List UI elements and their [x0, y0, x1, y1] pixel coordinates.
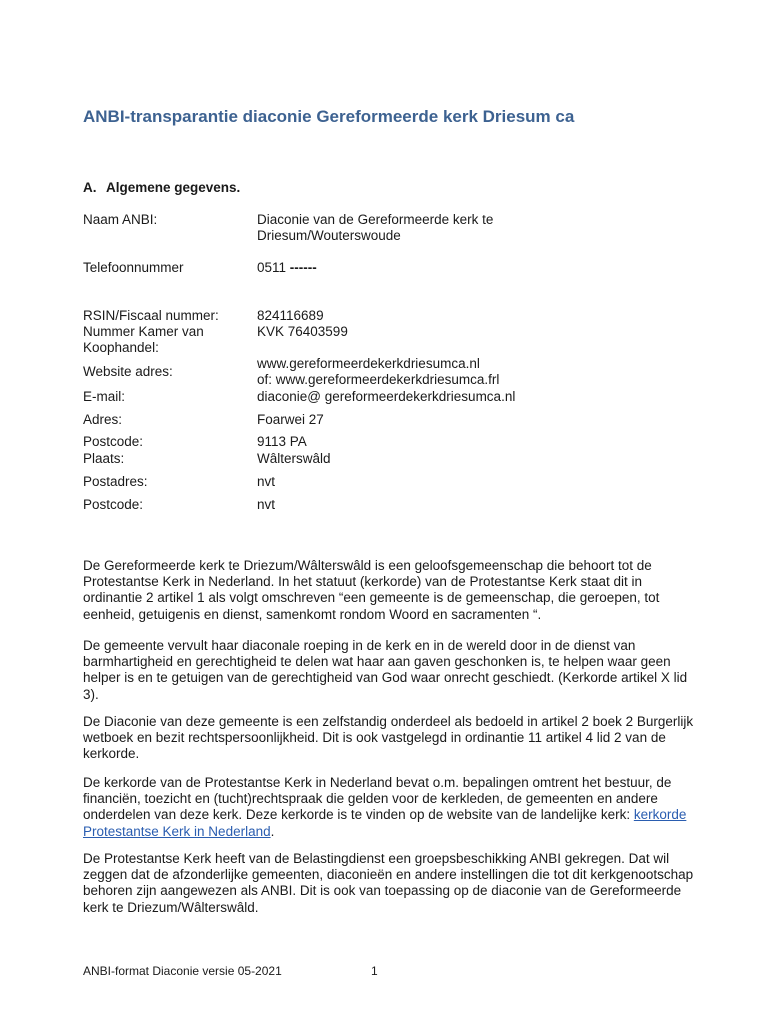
- postcode-value: 9113 PA: [257, 434, 307, 449]
- website-label: Website adres:: [83, 364, 173, 379]
- website-value-line1: www.gereformeerdekerkdriesumca.nl: [257, 356, 480, 371]
- kvk-label-line2: Koophandel:: [83, 340, 159, 355]
- footer-page-number: 1: [371, 964, 378, 978]
- plaats-value: Wâlterswâld: [257, 451, 331, 466]
- paragraph-4-text: De kerkorde van de Protestantse Kerk in Nederland bevat o.m. bepalingen omtrent het bestuur, de financiën, toezicht en (tucht)rechtspraak die gelden voor de kerkleden, de gemeenten en andere onderdelen van deze kerk. Deze kerkorde is te vinden op de website van de landelijke kerk:: [83, 775, 672, 823]
- postadres-value: nvt: [257, 474, 276, 489]
- paragraph-4-end: .: [270, 823, 275, 839]
- rsin-value: 824116689: [257, 308, 324, 323]
- section-heading-algemene-gegevens: [83, 180, 240, 195]
- telefoon-value: [257, 260, 677, 276]
- postcode2-label: Postcode:: [83, 497, 144, 512]
- page-title: ANBI-transparantie diaconie Gereformeerde kerk Driesum ca: [83, 107, 575, 126]
- section-number: A.: [83, 180, 97, 195]
- section-title: Algemene gegevens.: [106, 180, 241, 195]
- postcode2-value: nvt: [257, 497, 276, 512]
- rsin-label: RSIN/Fiscaal nummer:: [83, 308, 219, 323]
- paragraph-5: De Protestantse Kerk heeft van de Belastingdienst een groepsbeschikking ANBI gekregen. Dat wil zeggen dat de afzonderlijke gemeenten, diaconieën en andere instellingen die tot dit kerkgenootschap behoren zijn aangewezen als ANBI. Dit is ook van toepassing op de diaconie van de Gereformeerde kerk te Driezum/Wâlterswâld.: [83, 851, 694, 915]
- kvk-label: [83, 324, 253, 356]
- email-label: E-mail:: [83, 389, 126, 404]
- paragraph-2: De gemeente vervult haar diaconale roeping in de kerk en in de wereld door in de dienst van barmhartigheid en gerechtigheid te delen wat haar aan gaven geschonken is, te helpen waar geen helper is en te getuigen van de gerechtigheid van God waar onrecht geschiedt. (Kerkorde artikel X lid 3).: [83, 638, 688, 702]
- postcode-label: Postcode:: [83, 434, 144, 449]
- telefoon-label: Telefoonnummer: [83, 260, 184, 275]
- naam-value-line2: Driesum/Wouterswoude: [257, 228, 401, 243]
- footer-text: ANBI-format Diaconie versie 05-2021: [83, 964, 282, 978]
- paragraph-3: De Diaconie van deze gemeente is een zelfstandig onderdeel als bedoeld in artikel 2 boek 2 Burgerlijk wetboek en bezit rechtspersoonlijkheid. Dit is ook vastgelegd in ordinantie 11 artikel 4 lid 2 van de kerkorde.: [83, 714, 694, 762]
- kerkorde-link[interactable]: kerkorde Protestantse Kerk in Nederland: [83, 807, 687, 839]
- website-value: [257, 356, 677, 388]
- paragraph-1: De Gereformeerde kerk te Driezum/Wâlterswâld is een geloofsgemeenschap die behoort tot de Protestantse Kerk in Nederland. In het statuut (kerkorde) van de Protestantse Kerk staat dit in ordinantie 2 artikel 1 als volgt omschreven “een gemeente is de gemeenschap, die geroepen, tot eenheid, getuigenis en dienst, samenkomt rondom Woord en sacramenten “.: [83, 558, 660, 622]
- kvk-value: KVK 76403599: [257, 324, 348, 339]
- paragraph-4: [83, 775, 695, 840]
- email-value: diaconie@ gereformeerdekerkdriesumca.nl: [257, 389, 516, 404]
- naam-value-line1: Diaconie van de Gereformeerde kerk te: [257, 212, 494, 227]
- adres-value: Foarwei 27: [257, 412, 324, 427]
- telefoon-mask: ------: [289, 260, 317, 275]
- postadres-label: Postadres:: [83, 474, 148, 489]
- website-value-line2: of: www.gereformeerdekerkdriesumca.frl: [257, 372, 500, 387]
- plaats-label: Plaats:: [83, 451, 125, 466]
- kvk-label-line1: Nummer Kamer van: [83, 324, 204, 339]
- naam-value: [257, 212, 677, 244]
- telefoon-number: 0511: [257, 260, 287, 275]
- adres-label: Adres:: [83, 412, 123, 427]
- naam-label: Naam ANBI:: [83, 212, 158, 227]
